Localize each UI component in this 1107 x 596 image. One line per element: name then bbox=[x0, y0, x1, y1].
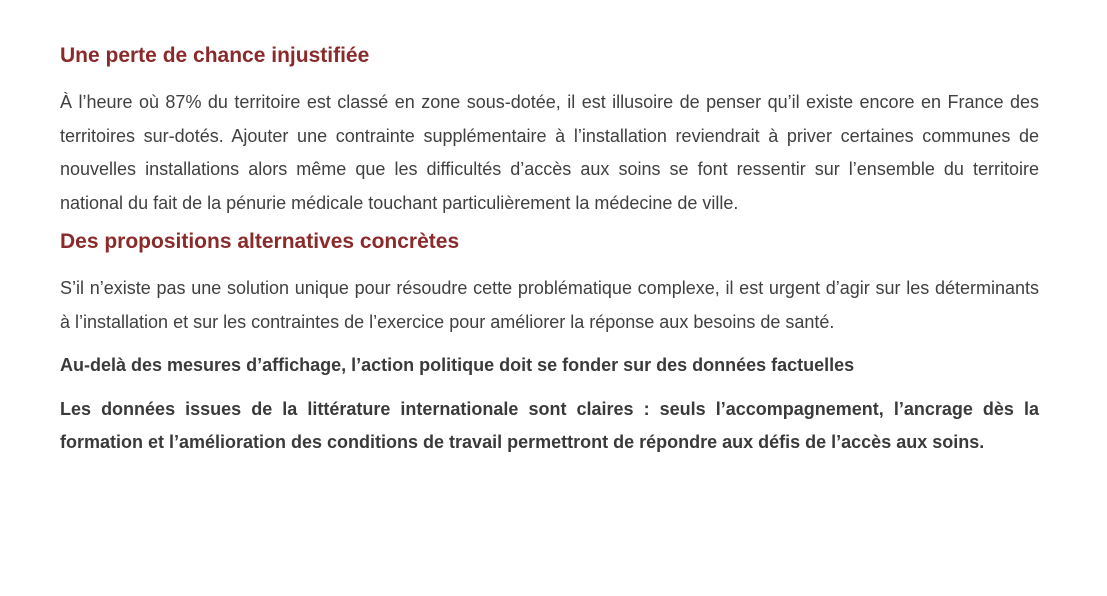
section-paragraph-propositions: S’il n’existe pas une solution unique pour résoudre cette problématique complexe, il est urgent d’agir sur les déterminants à l’installation et sur les contraintes de l’exercice pour améliorer la réponse aux besoins de santé. bbox=[60, 278, 1039, 332]
section-heading-perte-de-chance: Une perte de chance injustifiée bbox=[60, 44, 370, 67]
section-heading-propositions: Des propositions alternatives concrètes bbox=[60, 230, 460, 253]
bold-statement-action-politique: Au-delà des mesures d’affichage, l’action politique doit se fonder sur des données factuelles bbox=[60, 355, 855, 375]
section-paragraph-perte-de-chance: À l’heure où 87% du territoire est classé en zone sous-dotée, il est illusoire de penser qu’il existe encore en France des territoires sur-dotés. Ajouter une contrainte supplémentaire à l’installation reviendrait à priver certaines communes de nouvelles installations alors même que les difficultés d’accès aux soins se font ressentir sur l’ensemble du territoire national du fait de la pénurie médicale touchant particulièrement la médecine de ville. bbox=[60, 92, 1039, 213]
bold-statement-litterature: Les données issues de la littérature internationale sont claires : seuls l’accompagnement, l’ancrage dès la formation et l’amélioration des conditions de travail permettront de répondre aux défis de l’accès aux soins. bbox=[60, 398, 1039, 452]
